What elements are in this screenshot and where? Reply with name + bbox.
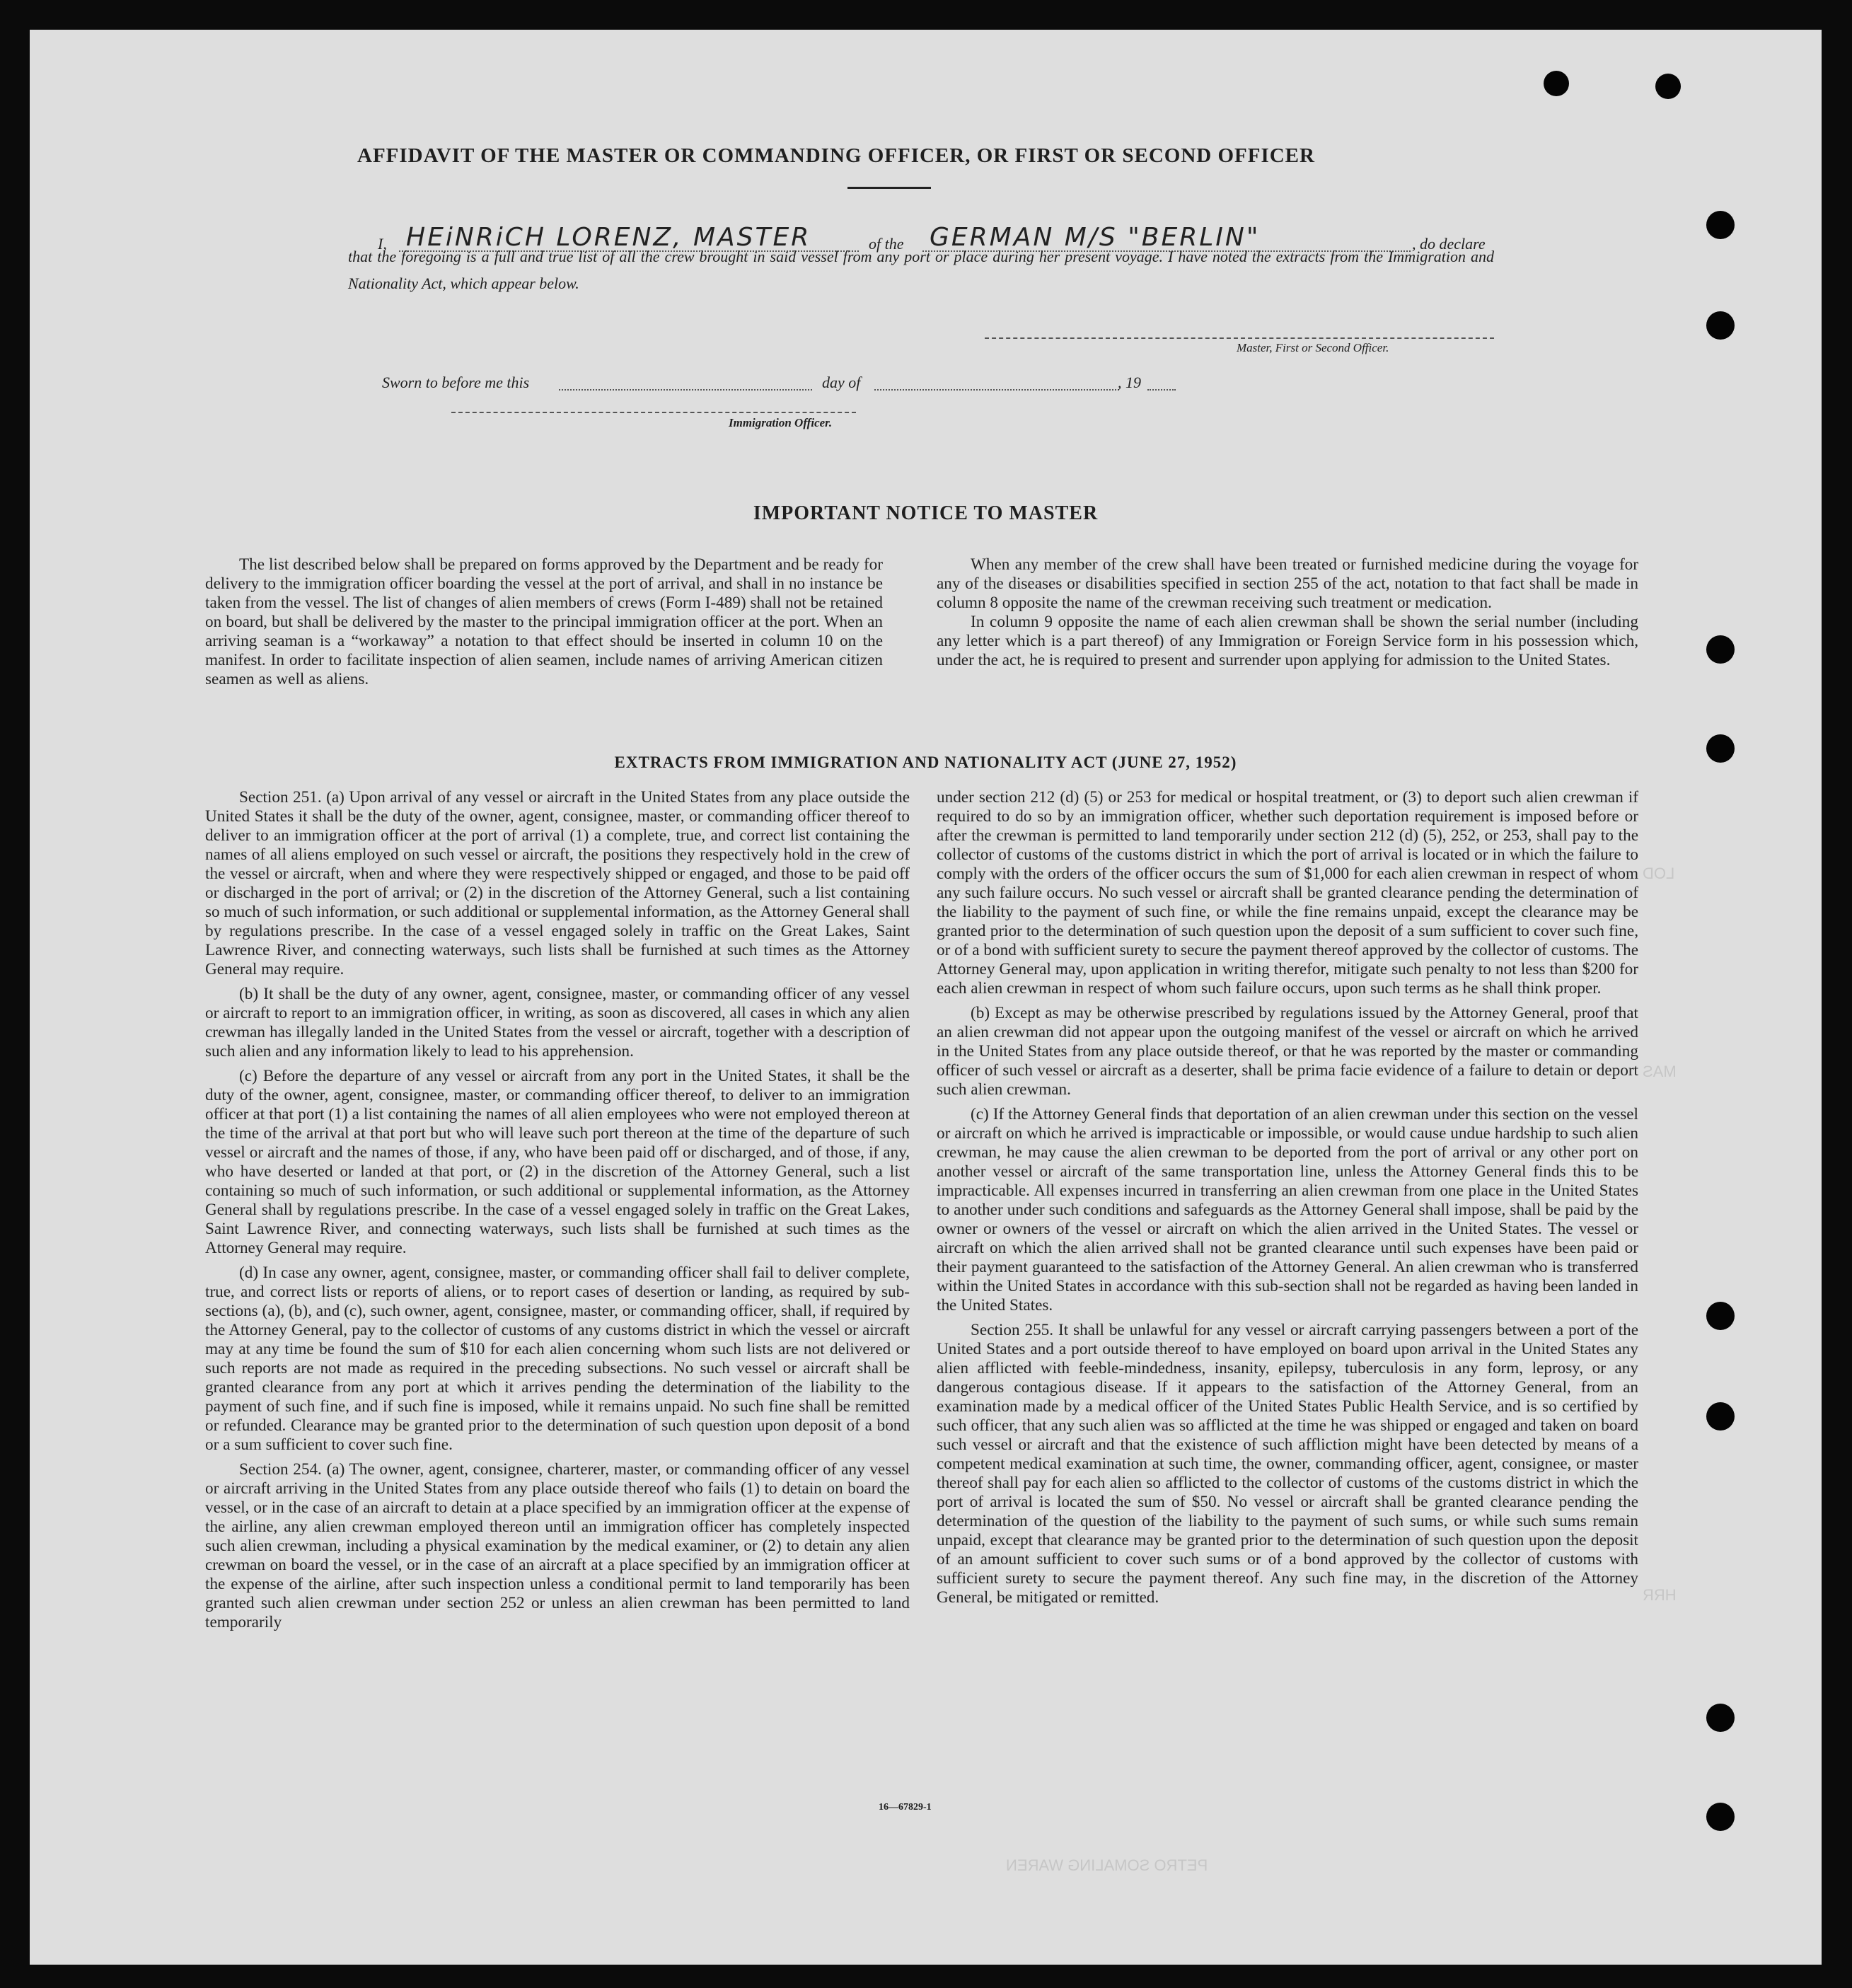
year-label: , 19 bbox=[1118, 374, 1141, 391]
section-251-c: (c) Before the departure of any vessel or aircraft from any port in the United States, it shall be the duty of the owner, agent, consignee, master, or commanding officer thereof, to deliver to an immigration officer at that port (1) a list containing the names of all alien employees who were not employed thereon at the time of the arrival at that port but who will leave such port thereon at the time of the departure of such vessel or aircraft and the names of those, if any, who have been paid off or discharged, and of those, if any, who have deserted or landed at that port, or (2) in the discretion of the Attorney General, such a list containing so much of such information, or such additional or supplemental information, as the Attorney General shall by regulations prescribe. In the case of a vessel engaged solely in traffic on the Great Lakes, Saint Lawrence River, and connecting waterways, such lists shall be furnished at such times as the Attorney General may require. bbox=[205, 1067, 910, 1257]
sworn-line bbox=[382, 364, 1231, 392]
master-name-handwriting[interactable]: HEiNRiCH LORENZ, MASTER bbox=[406, 223, 811, 252]
section-251-a: Section 251. (a) Upon arrival of any vessel or aircraft in the United States from any place outside the United States it shall be the duty of the owner, agent, consignee, master, or commanding officer thereof to deliver to an immigration officer at the port of arrival (1) a complete, true, and correct list containing the names of all aliens employed on such vessel or aircraft, the positions they respectively hold in the crew of the vessel or aircraft, when and where they were respectively shipped or engaged, and those to be paid off or discharged in the port of arrival; or (2) in the discretion of the Attorney General, such a list containing so much of such information, or such additional or supplemental information, as the Attorney General shall by regulations prescribe. In the case of a vessel engaged solely in traffic on the Great Lakes, Saint Lawrence River, and connecting waterways, such lists shall be furnished at such times as the Attorney General may require. bbox=[205, 788, 910, 978]
punch-hole bbox=[1706, 1402, 1735, 1431]
section-254-a-continued: under section 212 (d) (5) or 253 for medical or hospital treatment, or (3) to deport such alien crewman if required to do so by an immigration officer, whether such deportation requirement is imposed before or after the crewman is permitted to land temporarily under section 212 (d) (5), 252, or 253, shall pay to the collector of customs of the customs district in which the port of arrival is located or in which the failure to comply with the orders of the officer occurs the sum of $1,000 for each alien crewman in respect of whom any such failure occurs. No such vessel or aircraft shall be granted clearance pending the determination of the liability to the payment of such fine, or while the fine remains unpaid, except the clearance may be granted prior to the determination of such question upon the deposit of a sum sufficient to cover such fine, or of a bond with sufficient surety to secure the payment thereof approved by the collector of customs. The Attorney General may, upon application in writing therefor, mitigate such penalty to not less than $200 for each alien crewman in respect of whom such failure occurs, upon such terms as he shall think proper. bbox=[937, 788, 1638, 998]
document-page bbox=[30, 30, 1822, 1965]
punch-hole bbox=[1706, 311, 1735, 340]
punch-hole bbox=[1706, 211, 1735, 239]
notice-left-column bbox=[205, 555, 883, 689]
day-of-label: day of bbox=[822, 374, 861, 391]
punch-hole bbox=[1706, 1302, 1735, 1330]
notice-title: IMPORTANT NOTICE TO MASTER bbox=[753, 502, 1099, 524]
form-number: 16—67829-1 bbox=[879, 1802, 932, 1813]
extracts-right-column bbox=[937, 788, 1638, 1607]
affidavit-title: AFFIDAVIT OF THE MASTER OR COMMANDING OFFICER, OR FIRST OR SECOND OFFICER bbox=[357, 144, 1315, 167]
sworn-prefix: Sworn to before me this bbox=[382, 374, 530, 391]
declaration-prefix: I, bbox=[378, 235, 387, 253]
section-254-c: (c) If the Attorney General finds that deportation of an alien crewman under this section on the vessel or aircraft on which he arrived is impracticable or impossible, or would cause undue hardship to such alien crewman, he may cause the alien crewman to be deported from the port of arrival or any other port on another vessel or aircraft of the same transportation line, unless the Attorney General finds this to be impracticable. All expenses incurred in transferring an alien crewman from one place in the United States to another under such conditions and safeguards as the Attorney General shall impose, shall be paid by the owner or owners of the vessel or aircraft on which the alien arrived in the United States. The vessel or aircraft on which the alien arrived shall not be granted clearance until such expenses have been paid or their payment guaranteed to the satisfaction of the Attorney General. An alien crewman who is transferred within the United States in accordance with this sub-section shall not be regarded as having been landed in the United States. bbox=[937, 1105, 1638, 1314]
punch-hole bbox=[1706, 1803, 1735, 1831]
bleed-through-text: PETRO SOMALING WAREN bbox=[1006, 1856, 1208, 1874]
punch-hole bbox=[1655, 74, 1681, 99]
sworn-month-field[interactable] bbox=[874, 389, 1119, 391]
sworn-day-field[interactable] bbox=[559, 389, 812, 391]
of-the-label: of the bbox=[869, 235, 904, 253]
immigration-officer-signature-line[interactable] bbox=[451, 412, 856, 413]
punch-hole bbox=[1706, 1704, 1735, 1732]
master-signature-label: Master, First or Second Officer. bbox=[1237, 341, 1389, 354]
immigration-officer-label: Immigration Officer. bbox=[729, 416, 833, 429]
bleed-through-text: MAS bbox=[1643, 1063, 1677, 1080]
declaration-text: that the foregoing is a full and true list of all the crew brought in said vessel from any port or place during her present voyage. I have noted the extracts from the Immigration and Nationality Act, which appear below. bbox=[348, 248, 1494, 292]
section-254-b: (b) Except as may be otherwise prescribed by regulations issued by the Attorney General, proof that an alien crewman did not appear upon the outgoing manifest of the vessel or aircraft on which he arrived in the United States from any place outside thereof, or that he was reported by the master or commanding officer of such vessel or aircraft as a deserter, shall be prima facie evidence of a failure to detain or deport such alien crewman. bbox=[937, 1004, 1638, 1099]
title-divider bbox=[847, 187, 931, 189]
notice-right-column bbox=[937, 555, 1638, 670]
do-declare-label: , do declare bbox=[1412, 235, 1486, 253]
extracts-left-column bbox=[205, 788, 910, 1632]
notice-left-paragraph: The list described below shall be prepared on forms approved by the Department and be ready for delivery to the immigration officer boarding the vessel at the port of arrival, and shall in no instance be taken from the vessel. The list of changes of alien members of crews (Form I-489) shall not be retained on board, but shall be delivered by the master to the principal immigration officer at the port. When an arriving seaman is a “workaway” a notation to that effect should be inserted in column 10 on the manifest. In order to facilitate inspection of alien seamen, include names of arriving American citizen seamen as well as aliens. bbox=[205, 555, 883, 688]
section-251-d: (d) In case any owner, agent, consignee, master, or commanding officer shall fail to deliver complete, true, and correct lists or reports of aliens, or to report cases of desertion or landing, as required by sub-sections (a), (b), and (c), such owner, agent, consignee, master, or commanding officer, shall, if required by the Attorney General, pay to the collector of customs of any customs district in which the vessel or aircraft may at any time be found the sum of $10 for each alien concerning whom such lists are not delivered or such reports are not made as required in the preceding subsections. No such vessel or aircraft shall be granted clearance from any port at which it arrives pending the determination of the liability to the payment of such fine, and if such fine is imposed, while it remains unpaid. No such fine shall be remitted or refunded. Clearance may be granted prior to the determination of such question upon deposit of a bond or a sum sufficient to cover such fine. bbox=[205, 1264, 910, 1454]
bleed-through-text: LOD bbox=[1643, 865, 1675, 882]
section-254-a: Section 254. (a) The owner, agent, consignee, charterer, master, or commanding officer of any vessel or aircraft arriving in the United States from any place outside thereof who fails (1) to detain on board the vessel, or in the case of an aircraft to detain at a place specified by an immigration officer at the expense of the airline, any alien crewman employed thereon until an immigration officer has completely inspected such alien crewman, including a physical examination by the medical examiner, or (2) to detain any alien crewman on board the vessel, or in the case of an aircraft at a place specified by an immigration officer at the expense of the airline, after such inspection unless a conditional permit to land temporarily has been granted such alien crewman under section 252 or unless an alien crewman has been permitted to land temporarily bbox=[205, 1460, 910, 1631]
extracts-title: EXTRACTS FROM IMMIGRATION AND NATIONALITY ACT (JUNE 27, 1952) bbox=[614, 753, 1237, 771]
punch-hole bbox=[1544, 71, 1569, 96]
vessel-name-handwriting[interactable]: GERMAN M/S "BERLIN" bbox=[930, 223, 1261, 252]
bleed-through-text: HRR bbox=[1643, 1586, 1677, 1604]
master-signature-line[interactable] bbox=[985, 337, 1494, 339]
notice-right-paragraph-2: In column 9 opposite the name of each alien crewman shall be shown the serial number (including any letter which is a part thereof) of any Immigration or Foreign Service form in his possession which, under the act, he is required to present and surrender upon applying for admission to the United States. bbox=[937, 613, 1638, 669]
section-251-b: (b) It shall be the duty of any owner, agent, consignee, master, or commanding officer of any vessel or aircraft to report to an immigration officer, in writing, as soon as discovered, all cases in which any alien crewman has illegally landed in the United States from the vessel or aircraft, together with a description of such alien and any information likely to lead to his apprehension. bbox=[205, 985, 910, 1061]
section-255: Section 255. It shall be unlawful for any vessel or aircraft carrying passengers between a port of the United States and a port outside thereof to have employed on board upon arrival in the United States any alien afflicted with feeble-mindedness, insanity, epilepsy, tuberculosis in any form, leprosy, or any dangerous contagious disease. If it appears to the satisfaction of the Attorney General, from an examination made by a medical officer of the United States Public Health Service, and is so certified by such officer, that any such alien was so afflicted at the time he was shipped or engaged and taken on board such vessel or aircraft and that the existence of such affliction might have been detected by means of a competent medical examination at such time, the owner, commanding officer, agent, consignee, or master thereof shall pay for each alien so afflicted to the collector of customs of the customs district in which the port of arrival is located the sum of $50. No vessel or aircraft shall be granted clearance pending the determination of the question of the liability to the payment of such sums, or while such sums remain unpaid, except that clearance may be granted prior to the determination of such question upon the deposit of an amount sufficient to cover such sums or of a bond approved by the collector of customs with sufficient surety to secure the payment thereof. Any such fine may, in the discretion of the Attorney General, be mitigated or remitted. bbox=[937, 1321, 1638, 1607]
sworn-year-field[interactable] bbox=[1147, 389, 1176, 391]
punch-hole bbox=[1706, 635, 1735, 664]
notice-right-paragraph-1: When any member of the crew shall have been treated or furnished medicine during the voyage for any of the diseases or disabilities specified in section 255 of the act, notation to that fact shall be made in column 8 opposite the name of the crewman receiving such treatment or medication. bbox=[937, 555, 1638, 612]
